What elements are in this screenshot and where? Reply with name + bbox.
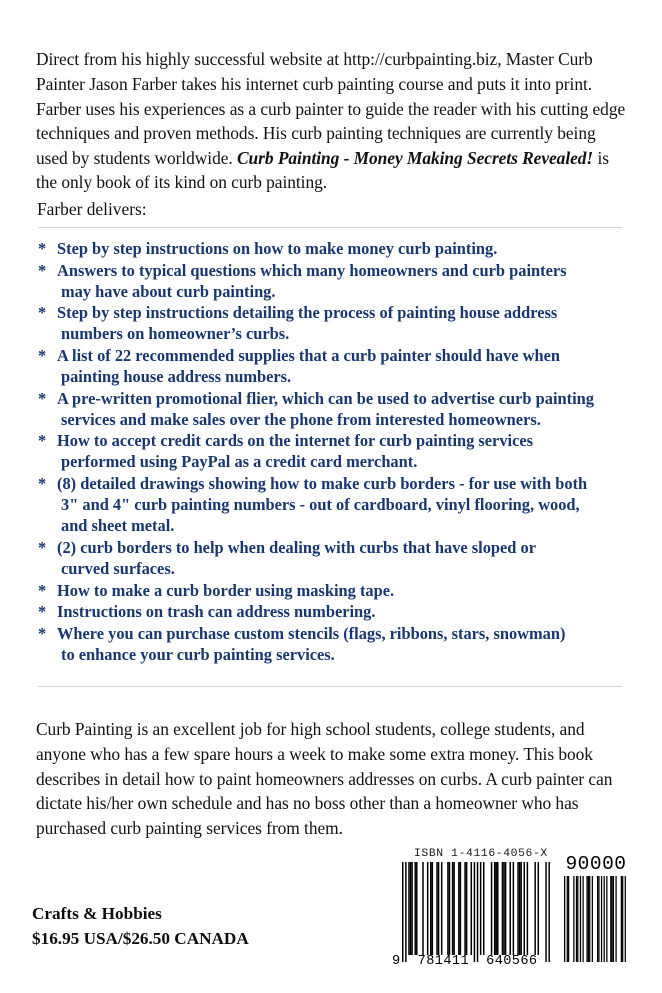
feature-item-text: [57, 537, 632, 579]
feature-line-first: Where you can purchase custom stencils (flags, ribbons, stars, snowman): [57, 623, 566, 643]
feature-line-first: (2) curb borders to help when dealing with curbs that have sloped or: [57, 537, 536, 557]
divider-bottom: [38, 686, 622, 687]
feature-item-text: [57, 302, 632, 344]
feature-line-cont: and sheet metal.: [61, 516, 175, 536]
farber-delivers-heading: Farber delivers:: [37, 199, 147, 219]
isbn-label: ISBN 1-4116-4056-X: [414, 848, 548, 860]
feature-item-text: [57, 623, 632, 665]
bullet-asterisk-icon: *: [38, 239, 47, 258]
category-label: Crafts & Hobbies: [32, 904, 162, 923]
feature-item: [38, 473, 632, 536]
feature-item: [38, 580, 632, 601]
feature-line-cont: curved surfaces.: [61, 558, 175, 578]
bullet-asterisk-icon: *: [38, 303, 47, 323]
feature-line-cont: numbers on homeowner’s curbs.: [61, 324, 290, 344]
feature-line-first: A pre-written promotional flier, which can be used to advertise curb painting: [57, 388, 594, 408]
book-title-emphasis: Curb Painting - Money Making Secrets Revealed!: [237, 147, 594, 168]
closing-paragraph: Curb Painting is an excellent job for high school students, college students, and anyone who has a few spare hours a week to make some extra money. This book describes in detail how to paint homeowners addresses on curbs. A curb painter can dictate his/her own schedule and has no boss other than a homeowner who has purchased curb painting services from them.: [36, 719, 613, 838]
feature-line-cont: to enhance your curb painting services.: [61, 644, 335, 664]
bullet-asterisk-icon: *: [38, 388, 47, 408]
barcode-group: [392, 848, 642, 980]
features-list: [38, 238, 632, 665]
ean13-barcode: [402, 862, 550, 962]
feature-item: [38, 601, 632, 622]
bullet-asterisk-icon: *: [38, 474, 47, 494]
feature-line-first: Instructions on trash can address numbering.: [57, 602, 376, 622]
feature-line-first: How to make a curb border using masking tape.: [57, 580, 395, 600]
feature-line-first: Answers to typical questions which many homeowners and curb painters: [57, 260, 567, 280]
bullet-asterisk-icon: *: [38, 260, 47, 280]
footer-info: [32, 902, 249, 951]
feature-line-cont: 3" and 4" curb painting numbers - out of cardboard, vinyl flooring, wood,: [61, 495, 580, 515]
feature-item-text: [57, 345, 632, 387]
feature-item: [38, 537, 632, 579]
bullet-asterisk-icon: *: [38, 537, 47, 557]
feature-line-first: (8) detailed drawings showing how to make curb borders - for use with both: [57, 474, 588, 494]
feature-item: [38, 345, 632, 387]
feature-item-text: [57, 580, 632, 601]
ean13-digits: 9 781411 640566: [392, 954, 538, 969]
feature-item: [38, 260, 632, 302]
feature-line-first: Step by step instructions on how to make money curb painting.: [57, 239, 498, 258]
feature-line-cont: performed using PayPal as a credit card merchant.: [61, 452, 418, 472]
feature-item-text: [57, 238, 632, 259]
bullet-asterisk-icon: *: [38, 431, 47, 451]
feature-item: [38, 238, 632, 259]
feature-item-text: [57, 601, 632, 622]
feature-line-cont: services and make sales over the phone from interested homeowners.: [61, 409, 541, 429]
bullet-asterisk-icon: *: [38, 623, 47, 643]
feature-line-first: A list of 22 recommended supplies that a curb painter should have when: [57, 345, 561, 365]
divider-top: [38, 227, 622, 228]
ean5-addon-barcode: [564, 876, 626, 962]
feature-line-cont: painting house address numbers.: [61, 367, 292, 387]
intro-text-part1: Direct from his highly successful website at http://curbpainting.biz, Master Curb Painter Jason Farber takes his internet curb painting course and puts it into print. Farber uses his experiences as a curb painter to guide the reader with his cutting edge techniques and proven methods. His curb painting techniques are currently being used by students worldwide.: [36, 49, 626, 168]
feature-item-text: [57, 473, 632, 536]
feature-line-first: How to accept credit cards on the internet for curb painting services: [57, 431, 534, 451]
price-label: $16.95 USA/$26.50 CANADA: [32, 928, 249, 948]
feature-item-text: [57, 388, 632, 430]
feature-item: [38, 430, 632, 472]
intro-text-part2: is the only book of its kind on curb painting.: [36, 147, 609, 193]
feature-item-text: [57, 430, 632, 472]
feature-item: [38, 388, 632, 430]
feature-item-text: [57, 260, 632, 302]
intro-paragraph: [36, 47, 626, 195]
bullet-asterisk-icon: *: [38, 345, 47, 365]
feature-line-cont: may have about curb painting.: [61, 281, 276, 301]
feature-item: [38, 623, 632, 665]
bullet-asterisk-icon: *: [38, 580, 47, 600]
bullet-asterisk-icon: *: [38, 602, 47, 622]
feature-line-first: Step by step instructions detailing the process of painting house address: [57, 303, 558, 323]
feature-item: [38, 302, 632, 344]
addon-digits: 90000: [565, 853, 627, 875]
